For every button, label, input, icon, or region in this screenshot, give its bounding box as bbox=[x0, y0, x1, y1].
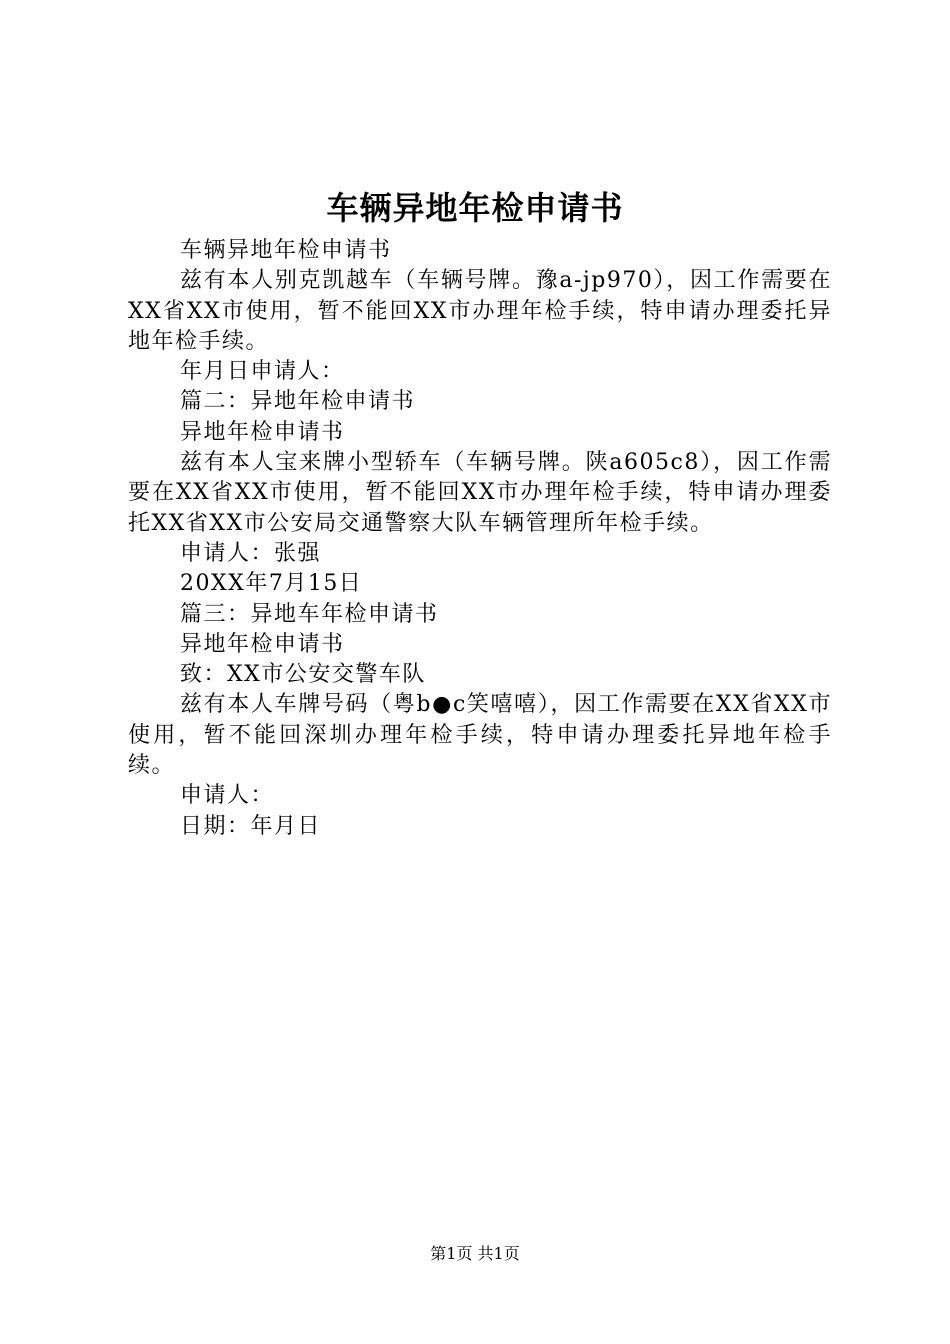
paragraph-application-2: 兹有本人宝来牌小型轿车（车辆号牌。陕a605c8），因工作需要在XX省XX市使用，暂不能回XX市办理年检手续，特申请办理委托XX省XX市公安局交通警察大队车辆管理所年检手续。 bbox=[128, 450, 832, 536]
page-footer: 第1页 共1页 bbox=[430, 1244, 520, 1263]
paragraph-heading-2: 异地年检申请书 bbox=[180, 419, 345, 445]
document-body bbox=[128, 236, 832, 842]
paragraph-section-3-title: 篇三：异地车年检申请书 bbox=[180, 601, 439, 627]
paragraph-date-3: 日期：年月日 bbox=[180, 813, 322, 839]
paragraph-heading-3: 异地年检申请书 bbox=[180, 631, 345, 657]
paragraph-applicant-3: 申请人： bbox=[180, 783, 275, 809]
paragraph-date-2: 20XX年7月15日 bbox=[180, 571, 363, 597]
paragraph-signature-1: 年月日申请人： bbox=[180, 359, 345, 385]
paragraph-application-3: 兹有本人车牌号码（粤b●c笑嘻嘻），因工作需要在XX省XX市使用，暂不能回深圳办理年检手续，特申请办理委托异地年检手续。 bbox=[128, 692, 832, 779]
paragraph-applicant-2: 申请人：张强 bbox=[180, 540, 322, 566]
paragraph-application-1: 兹有本人别克凯越车（车辆号牌。豫a-jp970），因工作需要在XX省XX市使用，暂不能回XX市办理年检手续，特申请办理委托异地年检手续。 bbox=[128, 268, 832, 354]
paragraph-section-2-title: 篇二：异地年检申请书 bbox=[180, 389, 416, 415]
paragraph-heading-1: 车辆异地年检申请书 bbox=[180, 238, 392, 263]
paragraph-recipient-3: 致：XX市公安交警车队 bbox=[180, 662, 426, 688]
document-title: 车辆异地年检申请书 bbox=[326, 189, 624, 227]
